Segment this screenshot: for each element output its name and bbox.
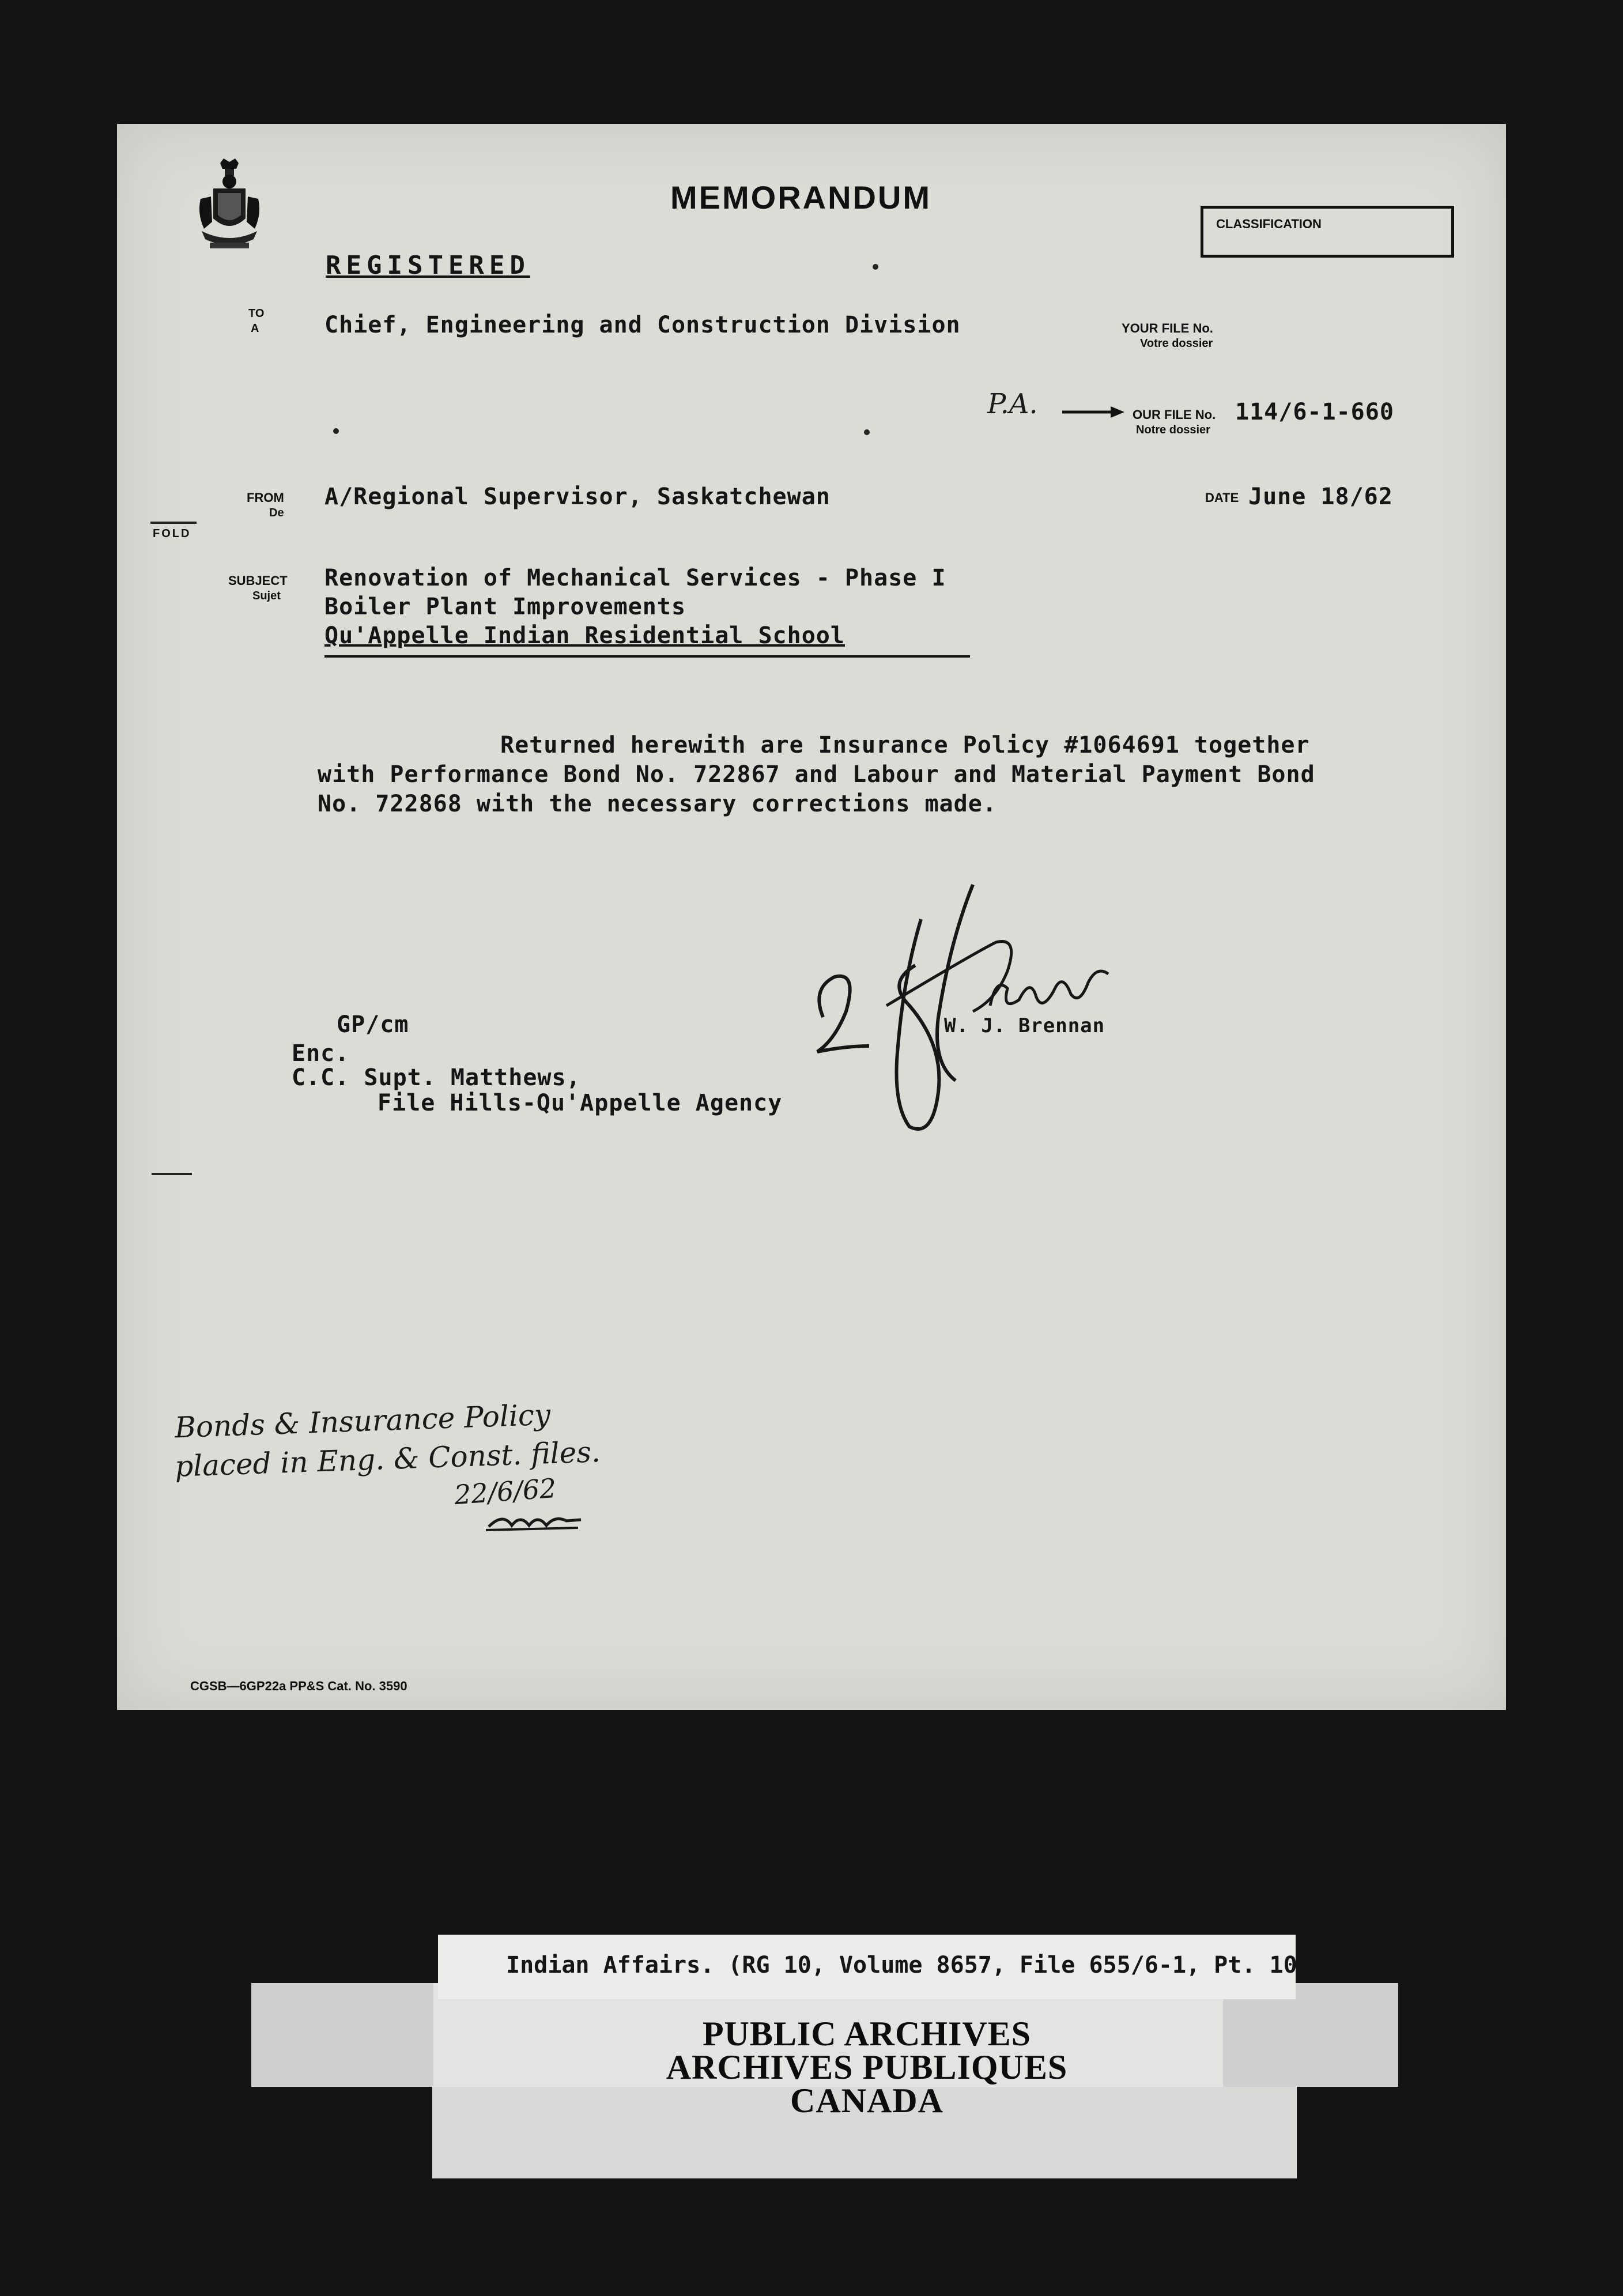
coat-of-arms-icon: [196, 158, 263, 256]
archive-line-3: CANADA: [790, 2082, 943, 2120]
memorandum-page: [117, 124, 1506, 1710]
fold-label: FOLD: [153, 527, 191, 540]
memo-title: MEMORANDUM: [670, 179, 932, 216]
punch-mark: [873, 264, 878, 270]
archive-line-1: PUBLIC ARCHIVES: [702, 2015, 1032, 2053]
archive-stamp: [438, 2015, 1296, 2120]
from-value: A/Regional Supervisor, Saskatchewan: [324, 484, 831, 510]
registered-stamp: REGISTERED: [326, 251, 530, 280]
subject-line-1: Renovation of Mechanical Services - Phase I: [324, 565, 946, 591]
our-file-value: 114/6-1-660: [1235, 399, 1394, 425]
date-label: DATE: [1205, 490, 1239, 505]
punch-mark: [333, 428, 339, 434]
cc-line-1: C.C. Supt. Matthews,: [292, 1064, 581, 1091]
subject-rule: [324, 655, 970, 658]
archive-reference: Indian Affairs. (RG 10, Volume 8657, File 655/6-1, Pt. 10): [506, 1952, 1311, 1978]
our-file-label-fr: Notre dossier: [1136, 424, 1210, 436]
handwritten-note-date: 22/6/62: [453, 1472, 558, 1511]
body-line-1: Returned herewith are Insurance Policy #1064691 together: [500, 732, 1310, 758]
subject-label-fr: Sujet: [252, 590, 281, 602]
date-value: June 18/62: [1248, 484, 1393, 510]
body-line-2: with Performance Bond No. 722867 and Labour and Material Payment Bond: [318, 761, 1315, 788]
archive-line-2: ARCHIVES PUBLIQUES: [666, 2048, 1068, 2086]
your-file-label-fr: Votre dossier: [1140, 337, 1213, 350]
handwritten-note-line-1: Bonds & Insurance Policy: [174, 1398, 552, 1445]
subject-label: SUBJECT: [228, 573, 288, 588]
handwritten-signature: [800, 873, 1123, 1144]
handwritten-note-line-2: placed in Eng. & Const. files.: [174, 1435, 601, 1483]
form-number: CGSB—6GP22a PP&S Cat. No. 3590: [190, 1679, 407, 1693]
fold-line: [150, 522, 197, 524]
handwritten-initials: [486, 1509, 584, 1532]
to-label-fr: A: [251, 322, 259, 335]
punch-mark: [864, 429, 870, 435]
enclosure-note: Enc.: [292, 1040, 350, 1067]
from-label-fr: De: [269, 507, 284, 519]
to-value: Chief, Engineering and Construction Division: [324, 312, 961, 338]
classification-box: [1201, 206, 1454, 258]
our-file-label: OUR FILE No.: [1133, 407, 1216, 422]
your-file-label: YOUR FILE No.: [1122, 321, 1213, 335]
reference-initials: GP/cm: [337, 1011, 409, 1038]
signature-typed-name: W. J. Brennan: [944, 1014, 1105, 1037]
subject-line-2: Boiler Plant Improvements: [324, 594, 686, 620]
classification-label: CLASSIFICATION: [1216, 217, 1322, 231]
cc-line-2: File Hills-Qu'Appelle Agency: [378, 1090, 783, 1116]
from-label: FROM: [247, 490, 284, 505]
our-file-handwritten: P.A.: [987, 388, 1038, 420]
subject-line-3: Qu'Appelle Indian Residential School: [324, 622, 845, 649]
to-label: TO: [248, 307, 265, 320]
archive-reference-strip: [438, 1935, 1311, 1999]
arrow-right-icon: [1062, 405, 1126, 419]
margin-mark: [152, 1173, 192, 1175]
body-line-3: No. 722868 with the necessary corrections made.: [318, 791, 997, 817]
